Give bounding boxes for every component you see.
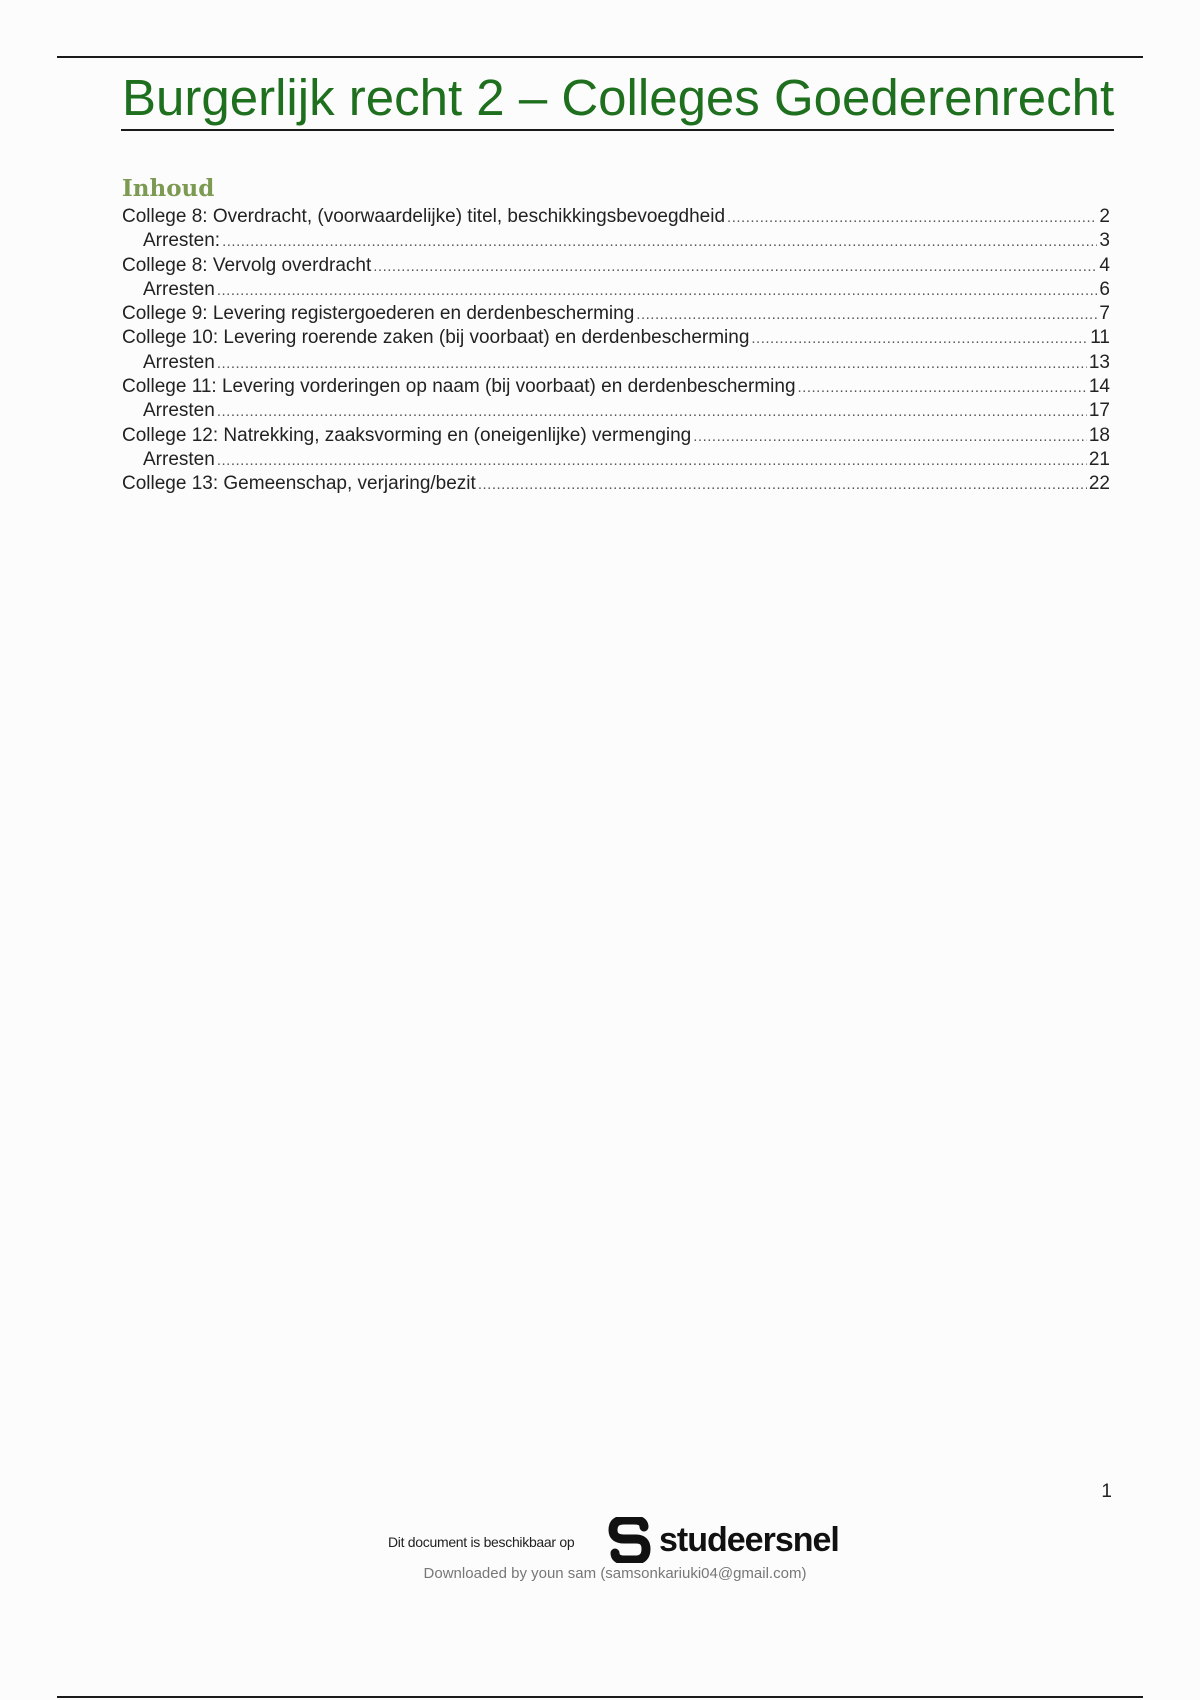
footer-download-text: Downloaded by youn sam (samsonkariuki04@gmail.com) <box>423 1565 807 1582</box>
title-underline <box>121 129 1114 131</box>
toc-entry-page: 21 <box>1088 448 1110 470</box>
toc-entry-text: College 8: Vervolg overdracht <box>122 254 372 276</box>
toc-entry[interactable] <box>122 205 1110 229</box>
toc-entry[interactable] <box>122 375 1110 399</box>
toc-leader <box>693 425 1087 449</box>
toc-entry[interactable] <box>122 399 1110 423</box>
toc-entry[interactable] <box>122 351 1110 375</box>
toc-entry-text: Arresten <box>143 448 215 470</box>
toc-entry[interactable] <box>122 448 1110 472</box>
table-of-contents <box>122 205 1110 497</box>
toc-leader <box>798 376 1087 400</box>
toc-entry[interactable] <box>122 326 1110 350</box>
toc-entry-page: 4 <box>1099 254 1110 276</box>
toc-entry-page: 3 <box>1099 230 1110 252</box>
toc-entry[interactable] <box>122 472 1110 496</box>
toc-entry-text: College 11: Levering vorderingen op naam (bij voorbaat) en derdenbescherming <box>122 376 796 398</box>
bottom-divider <box>57 1696 1143 1698</box>
toc-leader <box>478 473 1087 497</box>
toc-entry-page: 13 <box>1088 351 1110 373</box>
toc-entry-text: College 10: Levering roerende zaken (bij voorbaat) en derdenbescherming <box>122 327 750 349</box>
toc-entry-page: 22 <box>1088 473 1110 495</box>
toc-heading: Inhoud <box>122 175 215 202</box>
studeersnel-brand: studeersnel <box>659 1521 839 1559</box>
toc-entry-page: 11 <box>1090 327 1110 349</box>
toc-entry[interactable] <box>122 254 1110 278</box>
toc-entry-text: College 8: Overdracht, (voorwaardelijke) titel, beschikkingsbevoegdheid <box>122 206 726 227</box>
toc-entry[interactable] <box>122 229 1110 253</box>
toc-entry-page: 18 <box>1088 424 1110 446</box>
toc-entry-text: College 13: Gemeenschap, verjaring/bezit <box>122 473 476 495</box>
toc-leader <box>217 449 1087 473</box>
toc-entry-text: Arresten <box>143 278 215 300</box>
footer-available-text: Dit document is beschikbaar op <box>388 1534 575 1550</box>
toc-entry-text: Arresten <box>143 351 215 373</box>
toc-entry[interactable] <box>122 424 1110 448</box>
toc-entry-page: 2 <box>1099 206 1110 227</box>
toc-leader <box>217 279 1098 303</box>
page-number: 1 <box>1101 1481 1112 1502</box>
document-title: Burgerlijk recht 2 – Colleges Goederenrecht <box>122 69 1115 126</box>
toc-entry[interactable] <box>122 302 1110 326</box>
top-divider <box>57 56 1143 58</box>
toc-entry-page: 7 <box>1099 303 1110 325</box>
toc-entry-page: 14 <box>1088 376 1110 398</box>
toc-leader <box>636 303 1097 327</box>
toc-leader <box>373 255 1097 279</box>
studeersnel-logo-link[interactable] <box>608 1517 839 1563</box>
toc-leader <box>217 352 1087 376</box>
toc-leader <box>217 400 1087 424</box>
toc-leader <box>751 327 1088 351</box>
studeersnel-logo-icon <box>608 1517 652 1563</box>
toc-leader <box>727 206 1097 230</box>
toc-entry[interactable] <box>122 278 1110 302</box>
toc-entry-text: Arresten <box>143 400 215 422</box>
toc-entry-text: College 9: Levering registergoederen en derdenbescherming <box>122 303 635 325</box>
toc-entry-page: 6 <box>1099 278 1110 300</box>
toc-entry-page: 17 <box>1088 400 1110 422</box>
toc-entry-text: Arresten: <box>143 230 221 252</box>
toc-entry-text: College 12: Natrekking, zaaksvorming en (oneigenlijke) vermenging <box>122 424 692 446</box>
toc-leader <box>222 230 1097 254</box>
footer <box>0 1513 1200 1593</box>
